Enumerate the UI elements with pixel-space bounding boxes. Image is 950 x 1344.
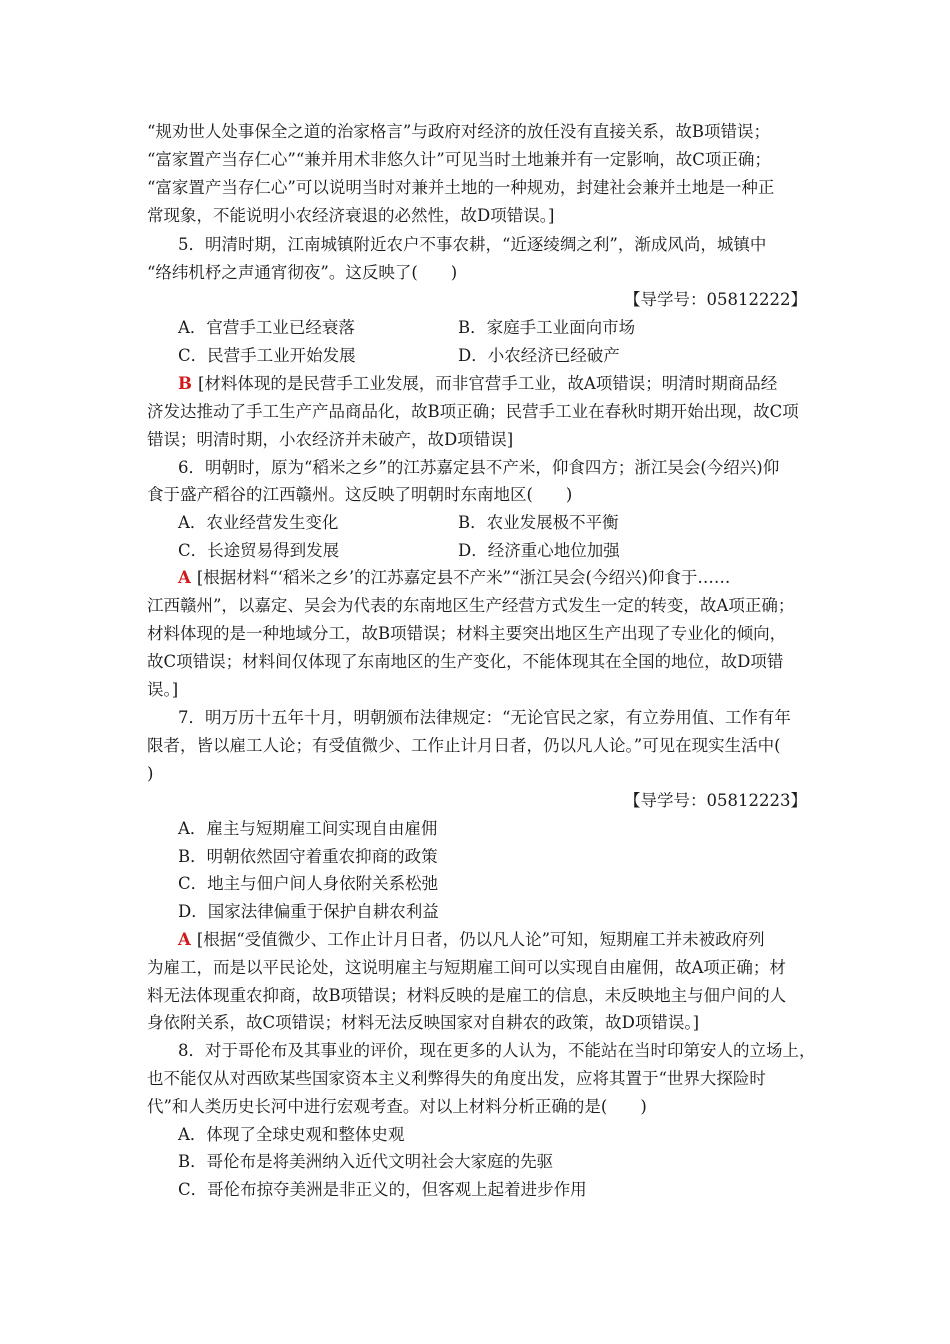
question-7-stem: ) [147, 764, 154, 783]
option-d: D．国家法律偏重于保护自耕农利益 [178, 902, 439, 921]
option-a: A．体现了全球史观和整体史观 [178, 1125, 405, 1144]
option-b: B．农业发展极不平衡 [458, 513, 619, 532]
explanation-text: [根据材料“‘稻米之乡’的江苏嘉定县不产米”“浙江吴会(今绍兴)仰食于…… [196, 568, 731, 587]
answer-letter: A [178, 930, 191, 949]
option-c: C．地主与佃户间人身依附关系松弛 [178, 874, 439, 893]
option-a: A．雇主与短期雇工间实现自由雇佣 [178, 819, 438, 838]
answer-explanation [178, 568, 838, 588]
question-7-stem: 7．明万历十五年十月，明朝颁布法律规定：“无论官民之家，有立券用值、工作有年 [178, 708, 791, 727]
question-7-stem: 限者，皆以雇工人论；有受值微少、工作止计月日者，仍以凡人论。”可见在现实生活中( [147, 736, 781, 755]
question-5-stem: “络纬机杼之声通宵彻夜”。这反映了( ) [147, 263, 458, 282]
guide-number: 【导学号：05812222】 [624, 290, 807, 309]
answer-letter: B [178, 374, 192, 393]
option-c: C．哥伦布掠夺美洲是非正义的，但客观上起着进步作用 [178, 1180, 587, 1199]
explanation-text: [根据“受值微少、工作止计月日者，仍以凡人论”可知，短期雇工并未被政府列 [196, 930, 765, 949]
answer-explanation [178, 374, 838, 394]
option-a: A．官营手工业已经衰落 [178, 318, 355, 337]
option-c: C．民营手工业开始发展 [178, 346, 356, 365]
answer-letter: A [178, 568, 191, 587]
question-8-stem: 也不能仅从对西欧某些国家资本主义利弊得失的角度出发，应将其置于“世界大探险时 [147, 1069, 766, 1088]
option-c: C．长途贸易得到发展 [178, 541, 340, 560]
explanation-text: 济发达推动了手工生产产品商品化，故B项正确；民营手工业在春秋时期开始出现，故C项 [147, 402, 799, 421]
option-a: A．农业经营发生变化 [178, 513, 339, 532]
explanation-text: 为雇工，而是以平民论处，这说明雇主与短期雇工间可以实现自由雇佣，故A项正确；材 [147, 958, 786, 977]
explanation-text: 料无法体现重农抑商，故B项错误；材料反映的是雇工的信息，未反映地主与佃户间的人 [147, 986, 787, 1005]
text-line: “富家置产当存仁心”可以说明当时对兼并土地的一种规劝，封建社会兼并土地是一种正 [147, 178, 775, 197]
question-6-stem: 食于盛产稻谷的江西赣州。这反映了明朝时东南地区( ) [147, 485, 573, 504]
option-d: D．经济重心地位加强 [458, 541, 620, 560]
explanation-text: [材料体现的是民营手工业发展，而非官营手工业，故A项错误；明清时期商品经 [197, 374, 778, 393]
guide-number: 【导学号：05812223】 [624, 791, 807, 810]
question-6-stem: 6．明朝时，原为“稻米之乡”的江苏嘉定县不产米，仰食四方；浙江吴会(今绍兴)仰 [178, 458, 780, 477]
explanation-text: 错误；明清时期，小农经济并未破产，故D项错误] [147, 430, 514, 449]
text-line: “规劝世人处事保全之道的治家格言”与政府对经济的放任没有直接关系，故B项错误； [147, 122, 770, 141]
option-b: B．哥伦布是将美洲纳入近代文明社会大家庭的先驱 [178, 1152, 554, 1171]
option-b: B．家庭手工业面向市场 [458, 318, 636, 337]
question-8-stem: 代”和人类历史长河中进行宏观考查。对以上材料分析正确的是( ) [147, 1097, 647, 1116]
explanation-text: 江西赣州”，以嘉定、吴会为代表的东南地区生产经营方式发生一定的转变，故A项正确； [147, 596, 795, 615]
question-8-stem: 8．对于哥伦布及其事业的评价，现在更多的人认为，不能站在当时印第安人的立场上， [178, 1041, 816, 1060]
answer-explanation [178, 930, 838, 950]
explanation-text: 故C项错误；材料间仅体现了东南地区的生产变化，不能体现其在全国的地位，故D项错 [147, 652, 784, 671]
option-d: D．小农经济已经破产 [458, 346, 620, 365]
explanation-text: 材料体现的是一种地域分工，故B项错误；材料主要突出地区生产出现了专业化的倾向， [147, 624, 787, 643]
question-5-stem: 5．明清时期，江南城镇附近农户不事农耕，“近逐绫绸之利”，渐成风尚，城镇中 [178, 235, 767, 254]
explanation-text: 身依附关系，故C项错误；材料无法反映国家对自耕农的政策，故D项错误。] [147, 1013, 700, 1032]
option-b: B．明朝依然固守着重农抑商的政策 [178, 847, 438, 866]
explanation-text: 误。] [147, 680, 179, 699]
text-line: “富家置产当存仁心”“兼并用术非悠久计”可见当时土地兼并有一定影响，故C项正确； [147, 150, 771, 169]
text-line: 常现象，不能说明小农经济衰退的必然性，故D项错误。] [147, 206, 555, 225]
